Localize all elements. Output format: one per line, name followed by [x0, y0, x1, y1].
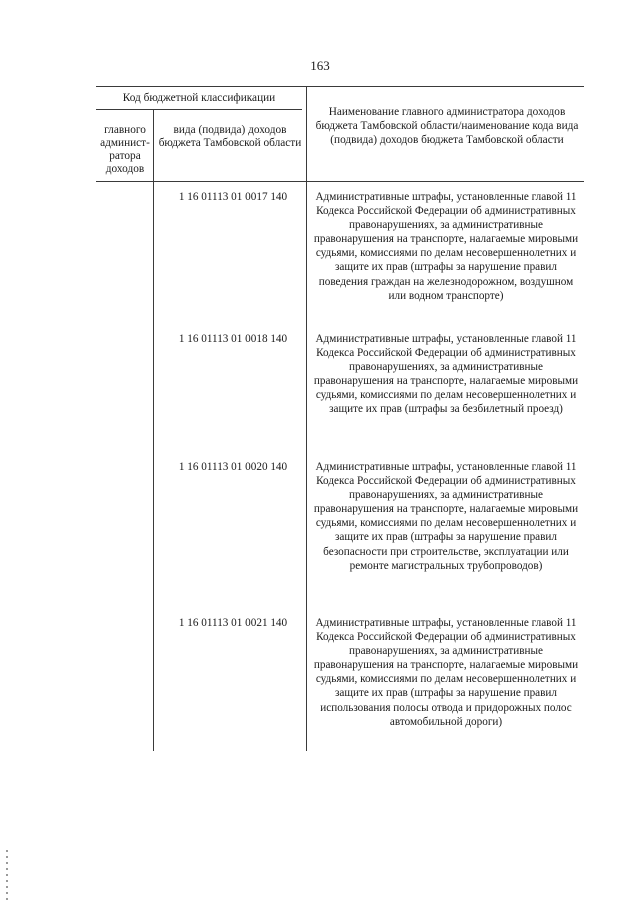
row-1-code: 1 16 01113 01 0017 140: [178, 191, 288, 203]
page-number: 163: [310, 58, 330, 73]
admin-column-divider: [153, 109, 154, 751]
budget-classification-table: [96, 86, 584, 751]
row-3-name: Административные штрафы, установленные главой 11 Кодекса Российской Федерации об административных правонарушениях, за административные правонарушения на транспорте, налагаемые мировыми судьями, комиссиями по делам несовершеннолетних и защите их прав (штрафы за нарушение правил безопасности при строительстве, эксплуатации или ремонте магистральных трубопроводов): [313, 461, 579, 572]
header-code-column: вида (подвида) доходов бюджета Тамбовской области: [158, 124, 302, 149]
table-top-border: [96, 86, 584, 87]
header-group-title: Код бюджетной классификации: [122, 92, 276, 104]
header-name-column: Наименование главного администратора доходов бюджета Тамбовской области/наименование кода вида (подвида) доходов бюджета Тамбовской области: [315, 106, 579, 146]
scan-edge-marks: [6, 850, 8, 900]
code-column-divider: [306, 86, 307, 751]
row-3-code: 1 16 01113 01 0020 140: [178, 461, 288, 473]
header-bottom-border: [96, 181, 584, 182]
row-1-name: Административные штрафы, установленные главой 11 Кодекса Российской Федерации об административных правонарушениях, за административные правонарушения на транспорте, налагаемые мировыми судьями, комиссиями по делам несовершеннолетних и защите их прав (штрафы за нарушение правил поведения граждан на железнодорожном, воздушном или водном транспорте): [313, 191, 579, 302]
header-admin-column: главного админист-ратора доходов: [100, 124, 150, 175]
row-2-name: Административные штрафы, установленные главой 11 Кодекса Российской Федерации об административных правонарушениях, за административные правонарушения на транспорте, налагаемые мировыми судьями, комиссиями по делам несовершеннолетних и защите их прав (штрафы за безбилетный проезд): [313, 333, 579, 416]
group-header-underline: [96, 109, 302, 110]
row-4-code: 1 16 01113 01 0021 140: [178, 617, 288, 629]
row-2-code: 1 16 01113 01 0018 140: [178, 333, 288, 345]
row-4-name: Административные штрафы, установленные главой 11 Кодекса Российской Федерации об административных правонарушениях, за административные правонарушения на транспорте, налагаемые мировыми судьями, комиссиями по делам несовершеннолетних и защите их прав (штрафы за нарушение правил использования полосы отвода и придорожных полос автомобильной дороги): [313, 617, 579, 728]
